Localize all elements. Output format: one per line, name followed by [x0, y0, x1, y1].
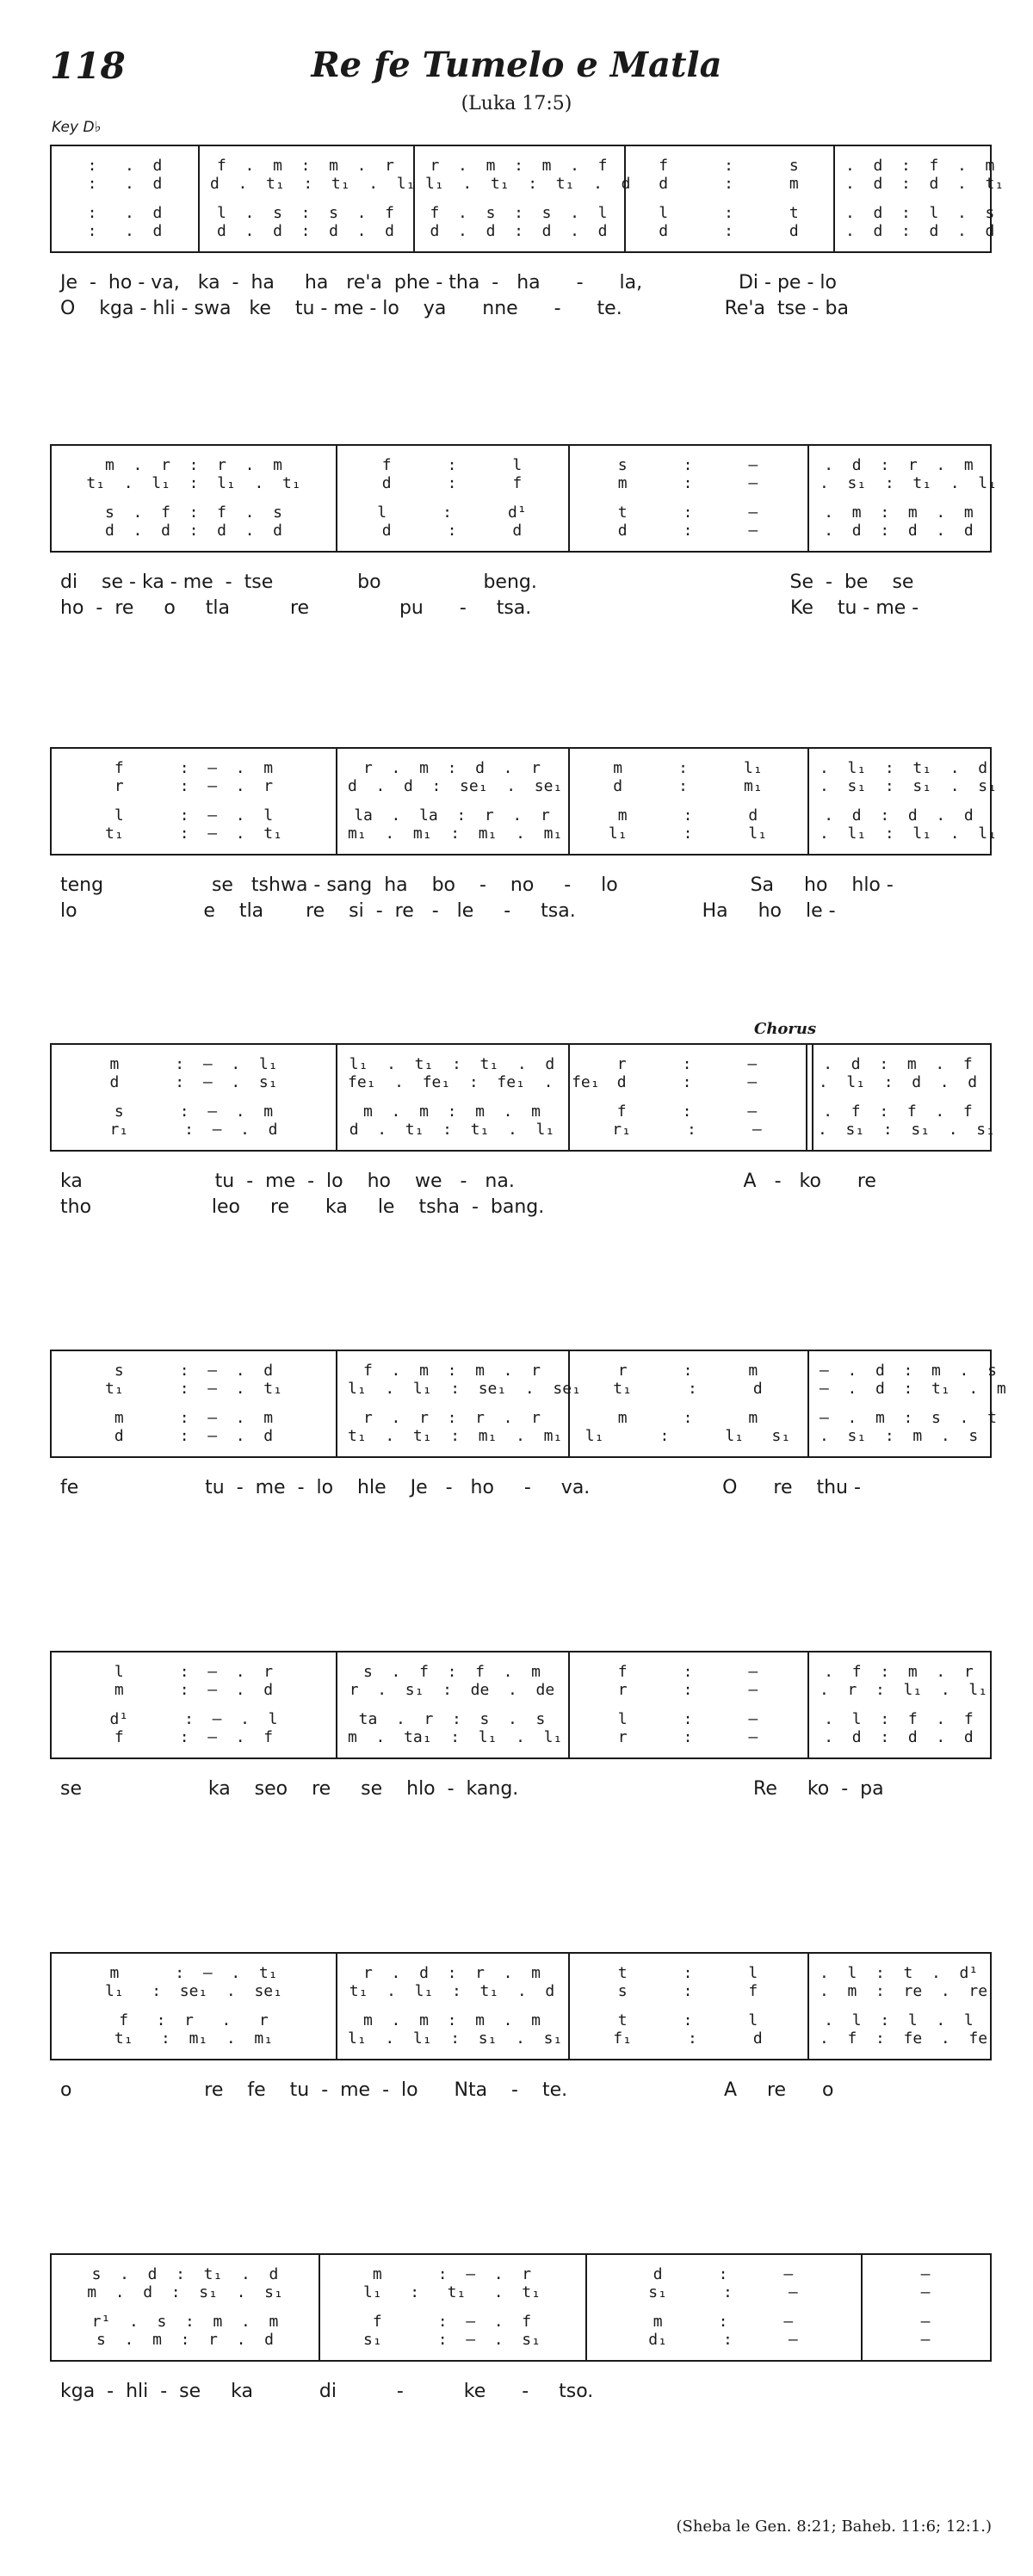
barline — [861, 2255, 863, 2360]
solfa-measure: . f : f . f — [823, 1103, 973, 1121]
barline — [413, 146, 415, 251]
barline — [336, 1652, 337, 1757]
solfa-measure: l : t — [659, 204, 799, 222]
solfa-measure: r : — — [617, 1681, 758, 1699]
solfa-measure: s . m : r . d — [96, 2331, 274, 2349]
lyric-line: kga - hli - se ka di - ke - tso. — [60, 2381, 594, 2402]
solfa-measure: s . f : f . m — [363, 1663, 541, 1681]
solfa-measure: s : f — [617, 1982, 758, 2000]
barline — [568, 749, 570, 854]
solfa-measure: s : – . d — [114, 1362, 274, 1380]
music-system — [50, 1651, 992, 1759]
solfa-measure: r₁ : – . d — [109, 1121, 278, 1139]
solfa-measure: . s₁ : s₁ . s₁ — [820, 777, 997, 795]
barline — [568, 1045, 570, 1150]
solfa-measure: . d : l . s — [845, 204, 995, 222]
music-system — [50, 1043, 995, 1152]
solfa-measure: l₁ : t₁ . t₁ — [363, 2283, 541, 2301]
solfa-measure: d : — — [617, 522, 758, 540]
solfa-measure: r : – . r — [114, 777, 274, 795]
solfa-measure: l : — — [617, 1710, 758, 1728]
solfa-measure: . d : d . t₁ — [845, 175, 1005, 193]
solfa-measure: . l₁ : d . d — [818, 1073, 978, 1091]
solfa-measure: t : — — [617, 503, 758, 522]
solfa-measure: d : f — [381, 474, 523, 492]
solfa-measure: — — [920, 2265, 931, 2283]
solfa-measure: . m : m . m — [824, 503, 974, 522]
solfa-measure: s . d : t₁ . d — [91, 2265, 279, 2283]
solfa-measure: m : d — [617, 806, 758, 825]
solfa-measure: r : m — [617, 1362, 758, 1380]
barline — [319, 2255, 320, 2360]
scripture-reference: (Luka 17:5) — [461, 93, 572, 114]
solfa-measure: t₁ : – . t₁ — [105, 1380, 282, 1398]
solfa-measure: ta . r : s . s — [358, 1710, 546, 1728]
music-system — [50, 1350, 1006, 1458]
solfa-measure: f : — — [617, 1663, 758, 1681]
solfa-measure: d . d : d . d — [217, 222, 394, 240]
solfa-measure: . d : d . d — [824, 1728, 974, 1746]
solfa-measure: f . m : m . r — [217, 157, 394, 175]
lyric-line: tho leo re ka le tsha - bang. — [60, 1196, 545, 1218]
solfa-measure: . d : r . m — [824, 456, 974, 474]
lyric-line: di se - ka - me - tse bo beng. Se - be se — [60, 571, 914, 593]
solfa-measure: t₁ . l₁ : t₁ . d — [349, 1982, 555, 2000]
barline — [198, 146, 200, 251]
solfa-measure: d . d : d . d — [430, 222, 608, 240]
solfa-measure: r₁ : — — [612, 1121, 762, 1139]
solfa-measure: l₁ : l₁ s₁ — [585, 1427, 791, 1445]
solfa-measure: s : — — [617, 456, 758, 474]
barline — [568, 1351, 570, 1456]
barline — [807, 1652, 809, 1757]
hymn-title: Re fe Tumelo e Matla — [311, 45, 722, 85]
solfa-measure: : . d — [87, 157, 163, 175]
solfa-measure: : . d — [87, 222, 163, 240]
solfa-measure: f : s — [659, 157, 799, 175]
solfa-measure: t₁ . t₁ : m₁ . m₁ — [348, 1427, 563, 1445]
solfa-measure: t₁ : m₁ . m₁ — [114, 2029, 274, 2048]
solfa-measure: r . m : m . f — [430, 157, 608, 175]
solfa-measure: . s₁ : t₁ . l₁ — [820, 474, 997, 492]
solfa-measure: d₁ : — — [648, 2331, 798, 2349]
barline — [807, 749, 809, 854]
solfa-measure: m : – . l₁ — [109, 1055, 278, 1073]
lyric-line: ka tu - me - lo ho we - na. A - ko re — [60, 1171, 876, 1192]
solfa-measure: r . r : r . r — [363, 1409, 541, 1427]
barline — [568, 1652, 570, 1757]
solfa-measure: f : l — [381, 456, 523, 474]
solfa-measure: m : – . d — [114, 1681, 274, 1699]
barline — [336, 1954, 337, 2059]
music-system — [50, 2253, 992, 2362]
solfa-measure: s₁ : – . s₁ — [363, 2331, 541, 2349]
barline — [833, 146, 835, 251]
solfa-measure: . r : l₁ . l₁ — [820, 1681, 988, 1699]
solfa-measure: . l : f . f — [824, 1710, 974, 1728]
solfa-measure: l : d¹ — [377, 503, 527, 522]
barline — [336, 446, 337, 551]
solfa-measure: m : — — [653, 2313, 794, 2331]
solfa-measure: m . d : s₁ . s₁ — [87, 2283, 283, 2301]
lyric-line: o re fe tu - me - lo Nta - te. A re o — [60, 2079, 834, 2101]
solfa-measure: — — [920, 2313, 931, 2331]
lyric-line: se ka seo re se hlo - kang. Re ko - pa — [60, 1778, 884, 1800]
solfa-measure: t₁ . l₁ : l₁ . t₁ — [86, 474, 301, 492]
solfa-measure: – . d : t₁ . m — [820, 1380, 1006, 1398]
solfa-measure: t : l — [617, 1964, 758, 1982]
solfa-measure: . d : m . f — [823, 1055, 973, 1073]
barline — [585, 2255, 587, 2360]
solfa-measure: m : l₁ — [613, 759, 763, 777]
barline — [806, 1045, 813, 1150]
barline — [807, 1954, 809, 2059]
barline — [336, 1351, 337, 1456]
solfa-measure: f₁ : d — [613, 2029, 763, 2048]
solfa-measure: s₁ : — — [648, 2283, 798, 2301]
solfa-measure: m . m : m . m — [363, 2011, 541, 2029]
solfa-measure: t₁ : d — [613, 1380, 763, 1398]
solfa-measure: m₁ . m₁ : m₁ . m₁ — [348, 825, 563, 843]
lyric-line: lo e tla re si - re - le - tsa. Ha ho le - — [60, 900, 836, 922]
solfa-measure: . l₁ : l₁ . l₁ — [820, 825, 997, 843]
barline — [336, 1045, 337, 1150]
solfa-measure: d : — — [653, 2265, 794, 2283]
solfa-measure: r : — — [616, 1055, 758, 1073]
solfa-measure: r¹ . s : m . m — [91, 2313, 279, 2331]
footer-reference: (Sheba le Gen. 8:21; Baheb. 11:6; 12:1.) — [676, 2517, 992, 2536]
solfa-measure: d . d : d . d — [105, 522, 282, 540]
lyric-line: fe tu - me - lo hle Je - ho - va. O re thu - — [60, 1477, 861, 1498]
solfa-measure: f : – . m — [114, 759, 274, 777]
solfa-measure: d : m — [659, 175, 799, 193]
solfa-measure: . d : d . d — [845, 222, 995, 240]
music-system — [50, 444, 997, 553]
solfa-measure: t₁ : – . t₁ — [105, 825, 282, 843]
solfa-measure: . f : fe . fe — [820, 2029, 988, 2048]
solfa-measure: . s₁ : m . s — [820, 1427, 979, 1445]
solfa-measure: — — [920, 2331, 931, 2349]
solfa-measure: r . d : r . m — [363, 1964, 541, 1982]
solfa-measure: . s₁ : s₁ . s₁ — [818, 1121, 995, 1139]
solfa-measure: f : — — [616, 1103, 758, 1121]
barline — [568, 1954, 570, 2059]
solfa-measure: l . s : s . f — [217, 204, 394, 222]
solfa-measure: l₁ . l₁ : se₁ . se₁ — [348, 1380, 581, 1398]
solfa-measure: l₁ . t₁ : t₁ . d — [425, 175, 631, 193]
solfa-measure: m : – . m — [114, 1409, 274, 1427]
solfa-measure: f : – . f — [114, 1728, 274, 1746]
solfa-measure: m : – . t₁ — [109, 1964, 278, 1982]
solfa-measure: d . t₁ : t₁ . l₁ — [349, 1121, 555, 1139]
solfa-measure: f . m : m . r — [363, 1362, 541, 1380]
solfa-measure: . l : l . l — [824, 2011, 974, 2029]
lyric-line: teng se tshwa - sang ha bo - no - lo Sa ho hlo - — [60, 874, 894, 896]
solfa-measure: m . m : m . m — [363, 1103, 541, 1121]
lyric-line: ho - re o tla re pu - tsa. Ke tu - me - — [60, 597, 919, 619]
solfa-measure: — — [920, 2283, 931, 2301]
solfa-measure: d : d — [659, 222, 799, 240]
music-system — [50, 145, 1005, 253]
solfa-measure: : . d — [87, 204, 163, 222]
barline — [568, 446, 570, 551]
solfa-measure: f . s : s . l — [430, 204, 608, 222]
solfa-measure: . d : d . d — [824, 522, 974, 540]
solfa-measure: l₁ : l₁ — [608, 825, 768, 843]
solfa-measure: d . d : se₁ . se₁ — [348, 777, 563, 795]
music-system — [50, 747, 997, 856]
solfa-measure: m : m — [617, 1409, 758, 1427]
solfa-measure: . f : m . r — [824, 1663, 974, 1681]
barline — [624, 146, 626, 251]
chorus-label: Chorus — [754, 1020, 817, 1038]
solfa-measure: m : — — [617, 474, 758, 492]
solfa-measure: l₁ . t₁ : t₁ . d — [349, 1055, 555, 1073]
solfa-measure: l₁ : se₁ . se₁ — [105, 1982, 282, 2000]
solfa-measure: – . m : s . t — [820, 1409, 997, 1427]
barline — [807, 1351, 809, 1456]
solfa-measure: r : — — [617, 1728, 758, 1746]
solfa-measure: – . d : m . s — [820, 1362, 997, 1380]
solfa-measure: l : – . l — [114, 806, 274, 825]
solfa-measure: f : r . r — [119, 2011, 269, 2029]
solfa-measure: m . r : r . m — [105, 456, 282, 474]
lyric-line: O kga - hli - swa ke tu - me - lo ya nne - te. Re'a tse - ba — [60, 298, 849, 319]
barline — [807, 446, 809, 551]
music-system — [50, 1952, 992, 2060]
solfa-measure: t : l — [617, 2011, 758, 2029]
solfa-measure: . m : re . re — [820, 1982, 988, 2000]
solfa-measure: l₁ . l₁ : s₁ . s₁ — [348, 2029, 563, 2048]
solfa-measure: : . d — [87, 175, 163, 193]
solfa-measure: r . m : d . r — [363, 759, 541, 777]
barline — [336, 749, 337, 854]
solfa-measure: d . t₁ : t₁ . l₁ — [210, 175, 416, 193]
key-signature: Key D♭ — [52, 119, 102, 136]
solfa-measure: m : – . r — [372, 2265, 532, 2283]
solfa-measure: s . f : f . s — [105, 503, 282, 522]
solfa-measure: m . ta₁ : l₁ . l₁ — [348, 1728, 563, 1746]
solfa-measure: l : – . r — [114, 1663, 274, 1681]
solfa-measure: . l : t . d¹ — [820, 1964, 979, 1982]
solfa-measure: d¹ : – . l — [109, 1710, 278, 1728]
solfa-measure: f : – . f — [372, 2313, 532, 2331]
solfa-measure: d : – . d — [114, 1427, 274, 1445]
solfa-measure: d : m₁ — [613, 777, 763, 795]
solfa-measure: . d : f . m — [845, 157, 995, 175]
solfa-measure: . l₁ : t₁ . d — [820, 759, 988, 777]
solfa-measure: s : – . m — [114, 1103, 274, 1121]
solfa-measure: fe₁ . fe₁ : fe₁ . fe₁ — [348, 1073, 600, 1091]
solfa-measure: r . s₁ : de . de — [349, 1681, 555, 1699]
lyric-line: Je - ho - va, ka - ha ha re'a phe - tha - ha - la, Di - pe - lo — [60, 272, 837, 293]
solfa-measure: d : – . s₁ — [109, 1073, 278, 1091]
solfa-measure: la . la : r . r — [354, 806, 550, 825]
solfa-measure: d : — — [616, 1073, 758, 1091]
hymn-number: 118 — [50, 45, 126, 87]
solfa-measure: d : d — [381, 522, 523, 540]
solfa-measure: . d : d . d — [824, 806, 974, 825]
